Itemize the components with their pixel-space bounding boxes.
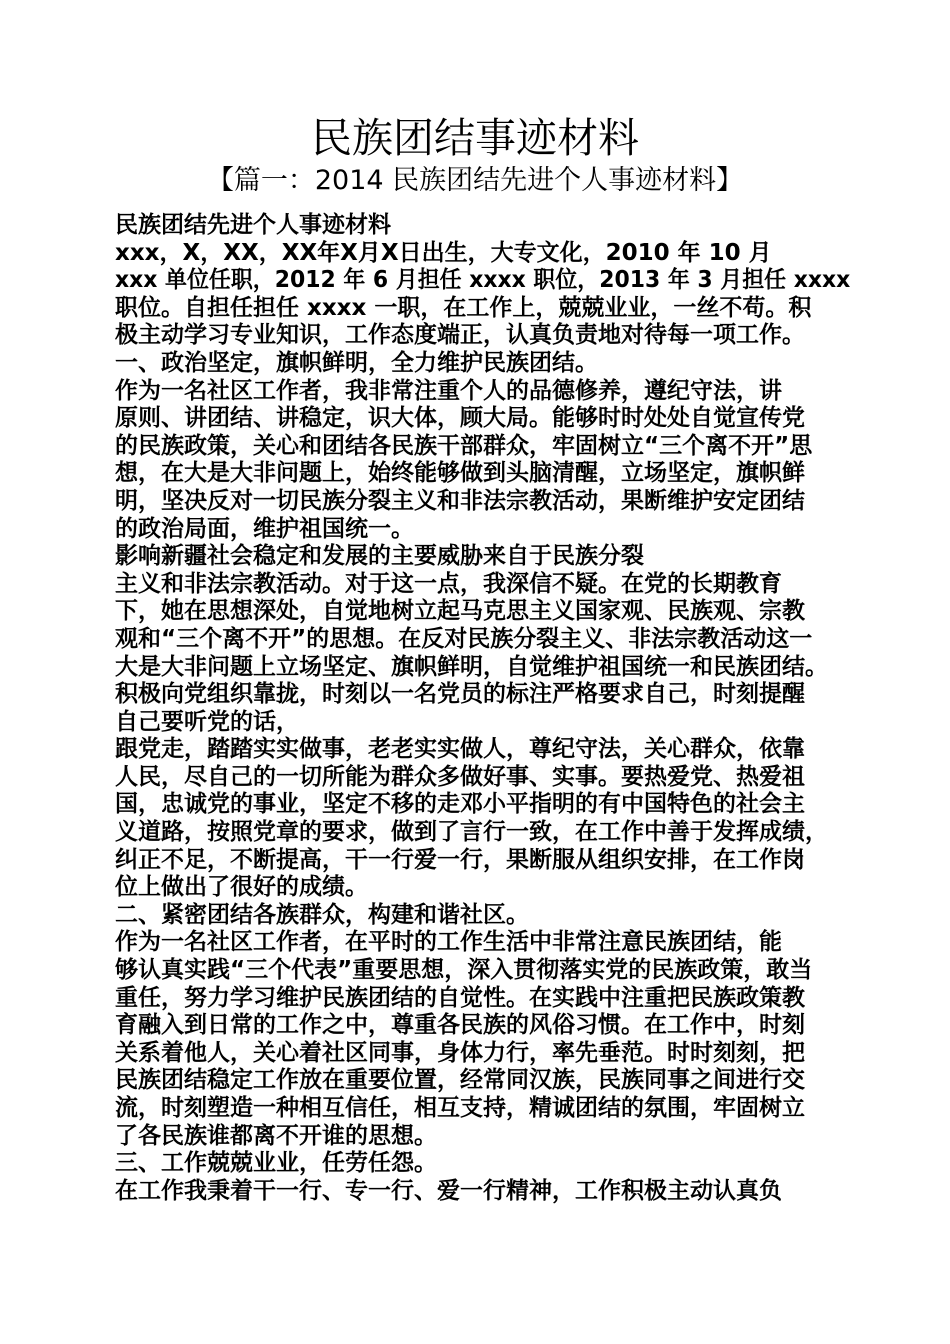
text-line: 的政治局面，维护祖国统一。 — [115, 515, 414, 542]
text-line: 关系着他人，关心着社区同事，身体力行，率先垂范。时时刻刻，把 — [115, 1039, 805, 1066]
text-line: 了各民族谁都离不开谁的思想。 — [115, 1122, 437, 1149]
text-line: 一、政治坚定，旗帜鲜明，全力维护民族团结。 — [115, 349, 598, 376]
text-line: 观和“三个离不开”的思想。在反对民族分裂主义、非法宗教活动这一 — [115, 625, 813, 652]
text-line: 作为一名社区工作者，在平时的工作生活中非常注意民族团结，能 — [115, 929, 782, 956]
text-line: 积极向党组织靠拢，时刻以一名党员的标注严格要求自己，时刻提醒 — [115, 681, 805, 708]
text-line: 义道路，按照党章的要求，做到了言行一致，在工作中善于发挥成绩， — [115, 819, 828, 846]
text-line: 民族团结先进个人事迹材料 — [115, 212, 391, 238]
text-line: 重任，努力学习维护民族团结的自觉性。在实践中注重把民族政策教 — [115, 984, 805, 1011]
text-line: 在工作我秉着干一行、专一行、爱一行精神，工作积极主动认真负 — [115, 1177, 782, 1204]
text-line: 作为一名社区工作者，我非常注重个人的品德修养，遵纪守法，讲 — [115, 377, 782, 404]
text-line: 大是大非问题上立场坚定、旗帜鲜明，自觉维护祖国统一和民族团结。 — [115, 653, 828, 680]
text-line: 职位。自担任担任 xxxx 一职，在工作上，兢兢业业，一丝不苟。积 — [115, 294, 812, 321]
document-title: 民族团结事迹材料 — [311, 114, 639, 162]
text-line: 极主动学习专业知识，工作态度端正，认真负责地对待每一项工作。 — [115, 322, 805, 349]
text-line: 人民，尽自己的一切所能为群众多做好事、实事。要热爱党、热爱祖 — [115, 763, 805, 790]
text-line: 想，在大是大非问题上，始终能够做到头脑清醒，立场坚定，旗帜鲜 — [115, 460, 805, 487]
text-line: 够认真实践“三个代表”重要思想，深入贯彻落实党的民族政策，敢当 — [115, 957, 813, 984]
text-line: 流，时刻塑造一种相互信任，相互支持，精诚团结的氛围，牢固树立 — [115, 1095, 805, 1121]
text-line: 纠正不足，不断提高，干一行爱一行，果断服从组织安排，在工作岗 — [115, 846, 805, 873]
text-line: 下，她在思想深处，自觉地树立起马克思主义国家观、民族观、宗教 — [115, 598, 805, 625]
document-body — [115, 212, 850, 1205]
text-line: 自己要听党的话， — [115, 708, 299, 735]
document-subtitle: 【篇一：2014 民族团结先进个人事迹材料】 — [206, 165, 744, 196]
text-line: xxx，X，XX，XX年X月X日出生，大专文化，2010 年 10 月 — [115, 239, 772, 266]
text-line: 的民族政策，关心和团结各民族干部群众，牢固树立“三个离不开”思 — [115, 432, 813, 459]
text-line: 国，忠诚党的事业，坚定不移的走邓小平指明的有中国特色的社会主 — [115, 791, 805, 818]
text-line: 民族团结稳定工作放在重要位置，经常同汉族，民族同事之间进行交 — [115, 1067, 805, 1094]
text-line: 位上做出了很好的成绩。 — [115, 874, 368, 901]
text-line: xxx 单位任职，2012 年 6 月担任 xxxx 职位，2013 年 3 月担任 xxxx — [115, 267, 851, 294]
text-line: 三、工作兢兢业业，任劳任怨。 — [115, 1150, 437, 1177]
text-line: 影响新疆社会稳定和发展的主要威胁来自于民族分裂 — [115, 543, 644, 570]
text-line: 明，坚决反对一切民族分裂主义和非法宗教活动，果断维护安定团结 — [115, 487, 805, 514]
text-line: 二、紧密团结各族群众，构建和谐社区。 — [115, 901, 529, 928]
text-line: 主义和非法宗教活动。对于这一点，我深信不疑。在党的长期教育 — [115, 570, 782, 597]
text-line: 原则、讲团结、讲稳定，识大体，顾大局。能够时时处处自觉宣传党 — [115, 405, 805, 432]
text-line: 跟党走，踏踏实实做事，老老实实做人，尊纪守法，关心群众，依靠 — [115, 736, 805, 763]
text-line: 育融入到日常的工作之中，尊重各民族的风俗习惯。在工作中，时刻 — [115, 1012, 805, 1039]
